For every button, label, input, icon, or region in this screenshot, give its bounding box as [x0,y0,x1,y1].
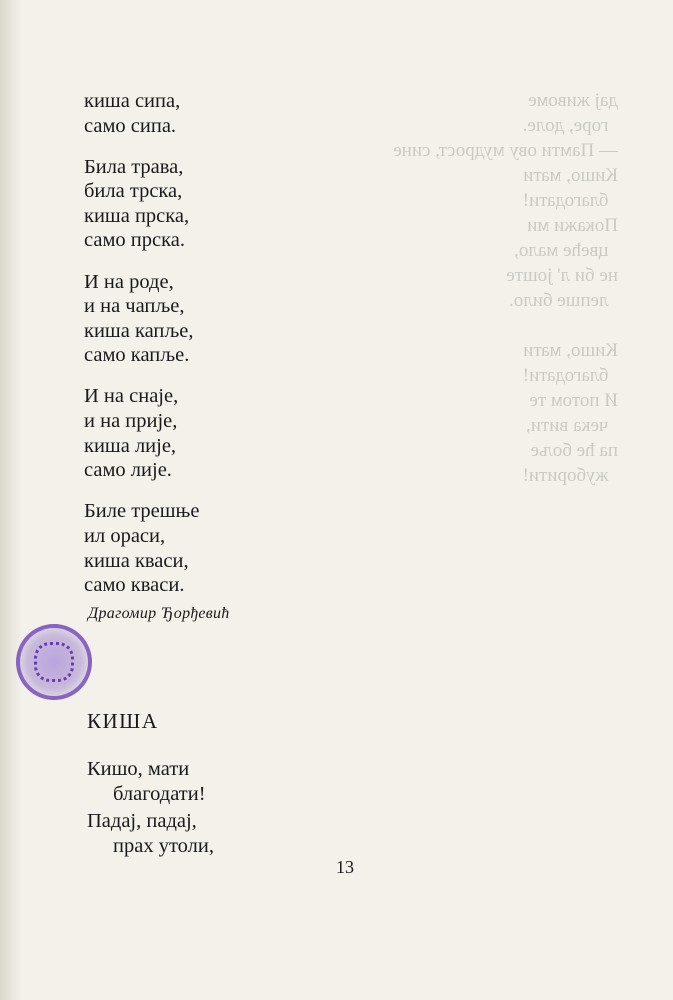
poem-line: само прска. [84,229,185,252]
library-stamp [16,624,92,700]
poem-line: само лије. [84,459,172,482]
stanza-3 [84,270,344,368]
stanza-2 [84,155,344,253]
poem-author: Драгомир Ђорђевић [88,605,230,622]
page-gutter-shadow [0,0,22,1000]
poem-line: киша кваси, [84,549,189,572]
poem-two [87,757,214,858]
poem-line: Кишо, мати [87,758,190,780]
poem-line: благодати! [113,782,206,805]
poem-line: киша лије, [84,434,177,457]
poem-line: киша прска, [84,204,190,227]
poem-line: и на прије, [84,410,178,433]
poem-line: киша сипа, [84,90,181,112]
poem-line: само кваси. [84,574,185,597]
poem-title: КИША [87,709,159,733]
bleed-through-text: дај живоме горе, доле. — Памти ову мудрост, сине Кишо, мати благодати! Покажи ми цвеће мало, не би л' јоште лепше било. Кишо, мати благодати! И потом те чека вити, па ће боље жуборити! [393,90,618,486]
poem-line: и на чапље, [84,295,185,318]
poem-line: била трска, [84,180,183,203]
poem-line: Падај, падај, [87,810,197,833]
poem-line: ил ораси, [84,524,166,547]
poem-line: И на снаје, [84,385,179,408]
page-number: 13 [336,857,354,877]
stamp-emblem [34,642,74,682]
poem-line: И на роде, [84,270,174,293]
poem-line: Била трава, [84,155,184,178]
poem-line: прах утоли, [113,834,214,857]
poem-line: киша капље, [84,319,194,342]
poem-line: само сипа. [84,114,177,137]
stanza-5 [84,499,344,597]
poem-one [84,89,344,614]
poem-line: Биле трешње [84,500,200,523]
poem-line: само капље. [84,344,190,367]
stanza-4 [84,384,344,482]
stanza-1 [84,89,344,138]
